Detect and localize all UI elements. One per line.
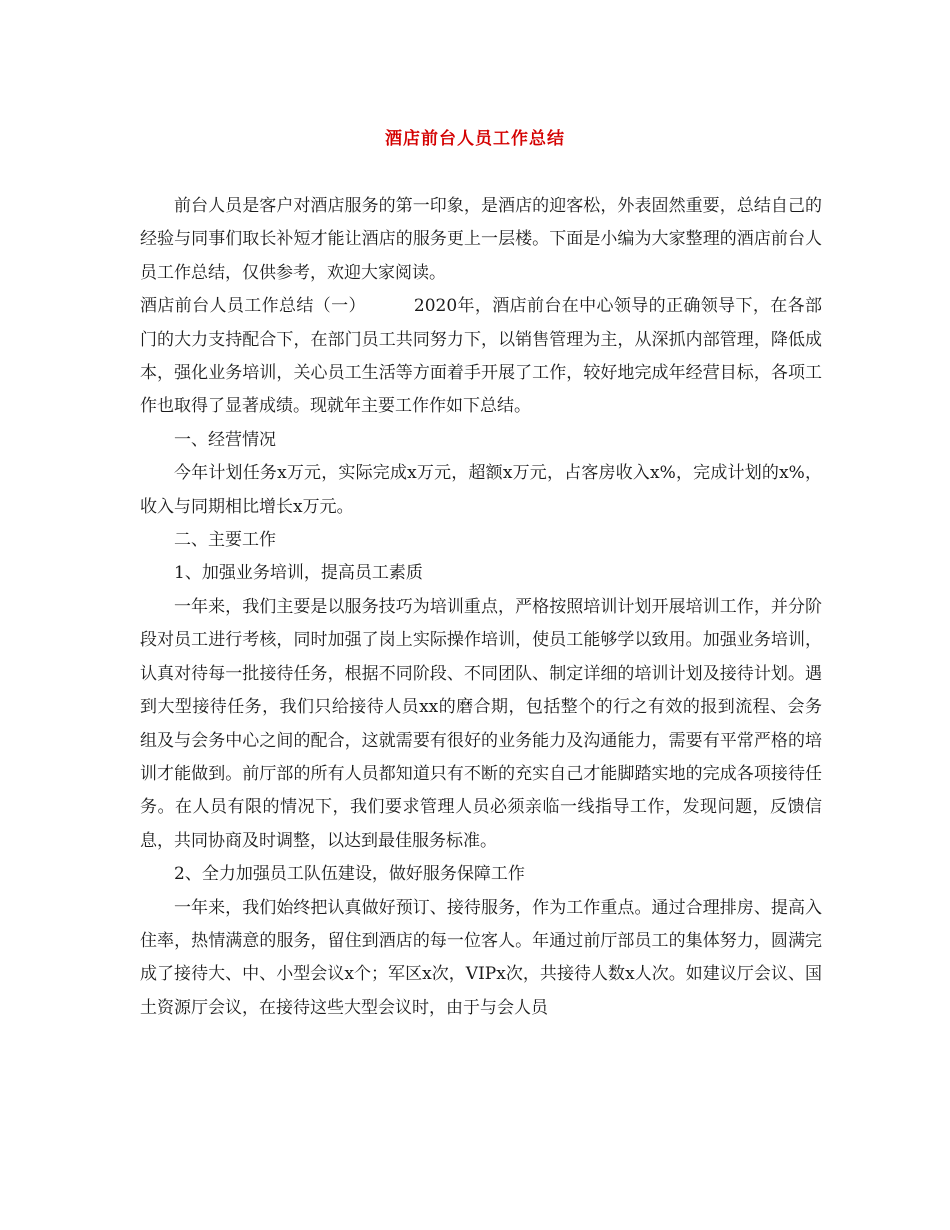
main-work-heading: 二、主要工作 <box>174 530 276 551</box>
training-subheading: 1、加强业务培训，提高员工素质 <box>174 563 423 584</box>
operations-paragraph: 今年计划任务x万元，实际完成x万元，超额x万元，占客房收入x%，完成计划的x%，收入与同期相比增长x万元。 <box>140 463 822 517</box>
section-one-heading: 酒店前台人员工作总结（一） <box>140 296 366 317</box>
operations-heading: 一、经营情况 <box>174 429 276 450</box>
document-title: 酒店前台人员工作总结 <box>385 129 565 149</box>
section-one-text: 2020年，酒店前台在中心领导的正确领导下，在各部门的大力支持配合下，在部门员工共同努力下，以销售管理为主，从深抓内部管理，降低成本，强化业务培训，关心员工生活等方面着手开展了工作，较好地完成年经营目标，各项工作也取得了显著成绩。现就年主要工作作如下总结。 <box>140 296 823 417</box>
team-building-subheading: 2、全力加强员工队伍建设，做好服务保障工作 <box>174 864 525 885</box>
training-paragraph: 一年来，我们主要是以服务技巧为培训重点，严格按照培训计划开展培训工作，并分阶段对员工进行考核，同时加强了岗上实际操作培训，使员工能够学以致用。加强业务培训，认真对待每一批接待任务，根据不同阶段、不同团队、制定详细的培训计划及接待计划。遇到大型接待任务，我们只给接待人员xx的磨合期，包括整个的行之有效的报到流程、会务组及与会务中心之间的配合，这就需要有很好的业务能力及沟通能力，需要有平常严格的培训才能做到。前厅部的所有人员都知道只有不断的充实自己才能脚踏实地的完成各项接待任务。在人员有限的情况下，我们要求管理人员必须亲临一线指导工作，发现问题，反馈信息，共同协商及时调整，以达到最佳服务标准。 <box>140 596 822 851</box>
document-body <box>140 190 822 1025</box>
team-building-paragraph: 一年来，我们始终把认真做好预订、接待服务，作为工作重点。通过合理排房、提高入住率，热情满意的服务，留住到酒店的每一位客人。年通过前厅部员工的集体努力，圆满完成了接待大、中、小型会议x个；军区x次，VIPx次，共接待人数x人次。如建议厅会议、国土资源厅会议，在接待这些大型会议时，由于与会人员 <box>140 897 822 1018</box>
intro-paragraph: 前台人员是客户对酒店服务的第一印象，是酒店的迎客松，外表固然重要，总结自己的经验与同事们取长补短才能让酒店的服务更上一层楼。下面是小编为大家整理的酒店前台人员工作总结，仅供参考，欢迎大家阅读。 <box>140 196 822 283</box>
section-one-paragraph <box>140 290 822 424</box>
